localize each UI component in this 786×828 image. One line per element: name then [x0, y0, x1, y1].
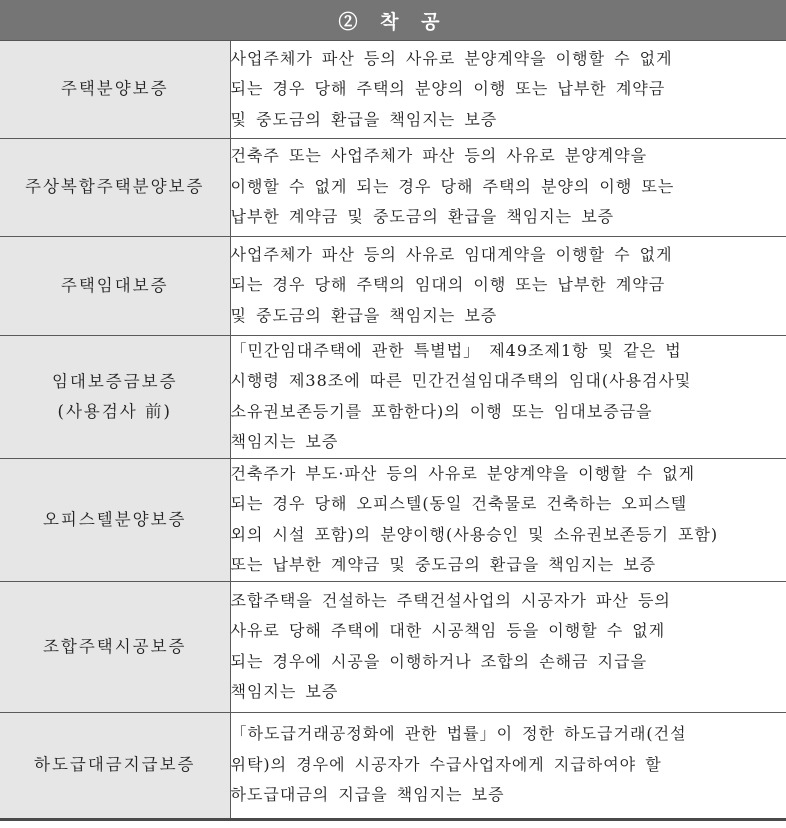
description-line: 되는 경우 당해 오피스텔(동일 건축물로 건축하는 오피스텔 — [230, 494, 688, 513]
guarantee-table — [0, 41, 786, 821]
guarantee-name-cell — [0, 138, 230, 236]
description-line: 되는 경우 당해 주택의 분양의 이행 또는 납부한 계약금 — [230, 79, 666, 98]
description-line: 소유권보존등기를 포함한다)의 이행 또는 임대보증금을 — [230, 401, 653, 421]
guarantee-description-cell — [230, 581, 786, 712]
description-line: 외의 시설 포함)의 분양이행(사용승인 및 소유권보존등기 포함) — [230, 524, 719, 544]
guarantee-description-cell — [230, 138, 786, 236]
guarantee-name: 주택임대보증 — [60, 275, 169, 295]
description-line: 사업주체가 파산 등의 사유로 분양계약을 이행할 수 없게 — [230, 48, 673, 68]
guarantee-name-cell — [0, 236, 230, 335]
guarantee-name: 임대보증금보증 — [51, 371, 178, 391]
description-line: 「하도급거래공정화에 관한 법률」이 정한 하도급거래(건설 — [230, 724, 687, 744]
table-row — [0, 41, 786, 138]
description-line: 책임지는 보증 — [230, 682, 339, 701]
description-line: 사유로 당해 주택에 대한 시공책임 등을 이행할 수 없게 — [230, 621, 666, 640]
table-row — [0, 712, 786, 819]
table-row — [0, 236, 786, 335]
description-line: 및 중도금의 환급을 책임지는 보증 — [230, 305, 498, 325]
description-line: 조합주택을 건설하는 주택건설사업의 시공자가 파산 등의 — [230, 590, 671, 610]
description-line: 및 중도금의 환급을 책임지는 보증 — [230, 109, 498, 129]
description-line: 되는 경우에 시공을 이행하거나 조합의 손해금 지급을 — [230, 651, 648, 671]
guarantee-description-cell — [230, 335, 786, 458]
guarantee-name: 주상복합주택분양보증 — [25, 177, 205, 196]
guarantee-name: 조합주택시공보증 — [42, 636, 187, 656]
guarantee-name: 주택분양보증 — [60, 79, 169, 99]
description-line: 하도급대금의 지급을 책임지는 보증 — [230, 785, 505, 805]
guarantee-name-cell — [0, 41, 230, 138]
guarantee-description-cell — [230, 236, 786, 335]
section-header — [0, 0, 786, 41]
guarantee-name-cell — [0, 581, 230, 712]
description-line: 건축주가 부도·파산 등의 사유로 분양계약을 이행할 수 없게 — [230, 463, 696, 483]
description-line: 사업주체가 파산 등의 사유로 임대계약을 이행할 수 없게 — [230, 244, 673, 264]
table-row — [0, 581, 786, 712]
section-title: ② 착 공 — [338, 10, 448, 33]
description-line: 「민간임대주택에 관한 특별법」 제49조제1항 및 같은 법 — [230, 340, 682, 360]
guarantee-name: 하도급대금지급보증 — [34, 755, 196, 774]
description-line: 되는 경우 당해 주택의 임대의 이행 또는 납부한 계약금 — [230, 275, 666, 295]
description-line: 이행할 수 없게 되는 경우 당해 주택의 분양의 이행 또는 — [230, 176, 675, 196]
description-line: 또는 납부한 계약금 및 중도금의 환급을 책임지는 보증 — [230, 555, 657, 574]
table-row — [0, 458, 786, 581]
guarantee-description-cell — [230, 458, 786, 581]
guarantee-name-cell — [0, 712, 230, 819]
table-row — [0, 138, 786, 236]
description-line: 위탁)의 경우에 시공자가 수급사업자에게 지급하여야 할 — [230, 754, 662, 774]
description-line: 시행령 제38조에 따른 민간건설임대주택의 임대(사용검사및 — [230, 371, 692, 390]
guarantee-name-qualifier: (사용검사 前) — [57, 401, 172, 421]
description-line: 건축주 또는 사업주체가 파산 등의 사유로 분양계약을 — [230, 146, 648, 166]
guarantee-name-cell — [0, 335, 230, 458]
description-line: 납부한 계약금 및 중도금의 환급을 책임지는 보증 — [230, 207, 615, 227]
description-line: 책임지는 보증 — [230, 432, 339, 451]
guarantee-description-cell — [230, 41, 786, 138]
guarantee-name-cell — [0, 458, 230, 581]
guarantee-description-cell — [230, 712, 786, 819]
guarantee-name: 오피스텔분양보증 — [42, 509, 187, 529]
table-row — [0, 335, 786, 458]
